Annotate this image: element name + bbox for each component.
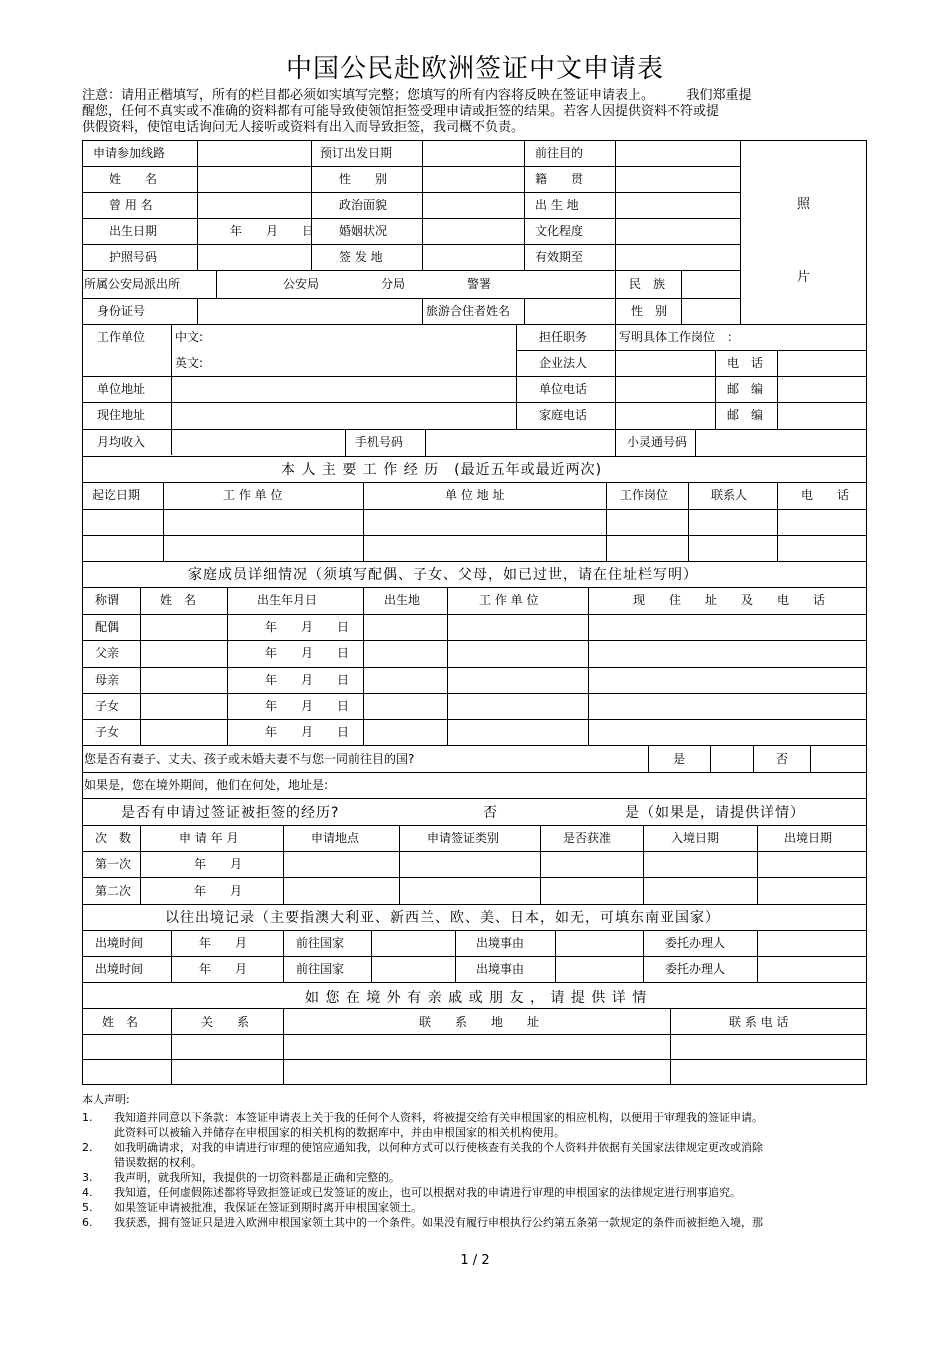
label-ethnicity: 民 族 [629, 277, 666, 291]
section-family: 家庭成员详细情况（须填写配偶、子女、父母，如已过世，请在住址栏写明） [188, 567, 698, 583]
family-birth-format: 年 月 日 [265, 699, 350, 713]
declaration-item [82, 1185, 872, 1200]
label-public-security: 公安局 [283, 277, 320, 291]
section-work-history: 本 人 主 要 工 作 经 历 (最近五年或最近两次) [281, 462, 603, 478]
family-relation: 父亲 [95, 646, 120, 660]
label-former-name: 曾 用 名 [109, 198, 153, 212]
declaration-line: 此资料可以被输入并储存在申根国家的相关机构的数据库中，并由申根国家的相关机构使用。 [114, 1126, 565, 1139]
history-header: 工 作 单 位 [223, 488, 283, 502]
declaration-line: 如我明确请求，对我的申请进行审理的使馆应通知我，以何种方式可以行使核查有关我的个人资料并依据有关国家法律规定更改或消除 [114, 1141, 763, 1154]
application-form [82, 140, 867, 1085]
refusal-ym-format: 年 月 [194, 857, 243, 871]
relatives-header: 关 系 [201, 1015, 250, 1029]
relatives-header: 联 系 地 址 [419, 1015, 540, 1029]
label-education: 文化程度 [535, 224, 584, 238]
declaration-number: 4. [82, 1186, 93, 1199]
label-passport: 护照号码 [109, 250, 158, 264]
declaration-line: 我知道，任何虚假陈述都将导致拒签证或已发签证的废止，也可以根据对我的申请进行审理的申根国家的法律规定进行刑事追究。 [114, 1186, 741, 1199]
declaration-line: 我知道并同意以下条款：本签证申请表上关于我的任何个人资料，将被提交给有关申根国家的相应机构，以便用于审理我的签证申请。 [114, 1111, 763, 1124]
label-employer: 工作单位 [97, 330, 146, 344]
label-work-phone: 单位电话 [539, 382, 588, 396]
exit-agent-label: 委托办理人 [665, 936, 726, 950]
label-roommate: 旅游合住者姓名 [426, 304, 511, 318]
section-relatives: 如 您 在 境 外 有 亲 戚 或 朋 友 ， 请 提 供 详 情 [305, 990, 648, 1006]
notice-line: 供假资料，使馆电话询问无人接听或资料有出入而导致拒签，我司概不负责。 [82, 120, 525, 135]
page-title: 中国公民赴欧洲签证中文申请表 [285, 54, 664, 84]
label-position: 担任职务 [539, 330, 588, 344]
label-income: 月均收入 [97, 435, 146, 449]
family-birth-format: 年 月 日 [265, 620, 350, 634]
label-work-address: 单位地址 [97, 382, 146, 396]
declaration-line: 如果签证申请被批准，我保证在签证到期时离开申根国家领土。 [114, 1201, 422, 1214]
label-native-place: 籍 贯 [535, 172, 584, 186]
label-political: 政治面貌 [339, 198, 388, 212]
label-postcode: 邮 编 [727, 382, 764, 396]
label-gender: 性 别 [339, 172, 388, 186]
declaration-line: 我声明，就我所知，我提供的一切资料都是正确和完整的。 [114, 1171, 400, 1184]
history-header: 单 位 地 址 [445, 488, 505, 502]
family-birth-format: 年 月 日 [265, 673, 350, 687]
family-header: 称谓 [95, 593, 120, 607]
birth-date-format: 年 月 日 [230, 224, 315, 238]
family-relation: 母亲 [95, 673, 120, 687]
exit-ym-format: 年 月 [199, 962, 248, 976]
label-valid-until: 有效期至 [535, 250, 584, 264]
declaration-number: 3. [82, 1171, 93, 1184]
family-relation: 子女 [95, 699, 120, 713]
label-phs: 小灵通号码 [627, 435, 688, 449]
refusal-header: 次 数 [95, 831, 132, 845]
notice [82, 88, 867, 136]
refusal-row: 第一次 [95, 857, 132, 871]
photo-label: 照 [797, 197, 811, 212]
label-police-station: 所属公安局派出所 [84, 277, 181, 291]
refusal-header: 是否获准 [563, 831, 612, 845]
together-yes: 是 [673, 752, 686, 766]
history-header: 联系人 [711, 488, 748, 502]
declaration-item [82, 1170, 872, 1185]
refusal-ym-format: 年 月 [194, 884, 243, 898]
label-postcode-2: 邮 编 [727, 408, 764, 422]
exit-reason-label: 出境事由 [476, 962, 525, 976]
refusal-question: 是否有申请过签证被拒签的经历? [121, 805, 340, 821]
label-english: 英文: [175, 356, 204, 370]
label-issue-place: 签 发 地 [339, 250, 383, 264]
declaration-heading: 本人声明: [82, 1093, 130, 1106]
position-hint: 写明具体工作岗位 ： [619, 330, 740, 344]
exit-agent-label: 委托办理人 [665, 962, 726, 976]
label-home-address: 现住地址 [97, 408, 146, 422]
history-header: 电 话 [801, 488, 850, 502]
label-id-number: 身份证号 [97, 304, 146, 318]
declaration-line: 错误数据的权利。 [114, 1156, 202, 1169]
together-no: 否 [776, 752, 789, 766]
label-route: 申请参加线路 [93, 146, 166, 160]
refusal-no: 否 [483, 805, 498, 821]
notice-line: 注意：请用正楷填写，所有的栏目都必须如实填写完整；您填写的所有内容将反映在签证申请表上。 我们郑重提 [82, 88, 752, 103]
declaration-item [82, 1215, 872, 1230]
exit-reason-label: 出境事由 [476, 936, 525, 950]
family-birth-format: 年 月 日 [265, 725, 350, 739]
declaration-number: 2. [82, 1141, 93, 1154]
relatives-header: 联 系 电 话 [729, 1015, 789, 1029]
family-birth-format: 年 月 日 [265, 646, 350, 660]
abroad-question: 如果是，您在境外期间，他们在何处，地址是: [84, 778, 329, 792]
declaration-number: 6. [82, 1216, 93, 1229]
family-header: 出生地 [384, 593, 421, 607]
label-legal-person: 企业法人 [539, 356, 588, 370]
refusal-header: 申请签证类别 [427, 831, 500, 845]
exit-ym-format: 年 月 [199, 936, 248, 950]
page-number: 1 / 2 [460, 1253, 490, 1268]
label-branch: 分局 [381, 277, 406, 291]
exit-time-label: 出境时间 [95, 936, 144, 950]
exit-time-label: 出境时间 [95, 962, 144, 976]
declaration-line: 我获悉，拥有签证只是进入欧洲申根国家领土其中的一个条件。如果没有履行申根执行公约第五条第一款规定的条件而被拒绝入境，那 [114, 1216, 763, 1229]
exit-country-label: 前往国家 [296, 936, 345, 950]
notice-line: 醒您，任何不真实或不准确的资料都有可能导致使领馆拒签受理申请或拒签的结果。若客人因提供资料不符或提 [82, 104, 720, 119]
refusal-header: 入境日期 [671, 831, 720, 845]
refusal-header: 出境日期 [784, 831, 833, 845]
label-home-phone: 家庭电话 [539, 408, 588, 422]
label-phone: 电 话 [727, 356, 764, 370]
exit-country-label: 前往国家 [296, 962, 345, 976]
label-gender-2: 性 别 [631, 304, 668, 318]
section-exits: 以往出境记录（主要指澳大利亚、新西兰、欧、美、日本，如无，可填东南亚国家） [165, 910, 720, 926]
label-chinese: 中文: [175, 330, 204, 344]
label-birth-date: 出生日期 [109, 224, 158, 238]
family-header: 姓 名 [160, 593, 197, 607]
label-birthplace: 出 生 地 [535, 198, 579, 212]
declaration [82, 1092, 872, 1230]
declaration-item [82, 1110, 872, 1140]
refusal-header: 申请地点 [311, 831, 360, 845]
label-mobile: 手机号码 [355, 435, 404, 449]
history-header: 工作岗位 [620, 488, 669, 502]
declaration-number: 5. [82, 1201, 93, 1214]
label-police: 警署 [467, 277, 492, 291]
declaration-item [82, 1200, 872, 1215]
photo-label: 片 [797, 270, 811, 285]
label-name: 姓 名 [109, 172, 158, 186]
label-departure-date: 预订出发日期 [320, 146, 393, 160]
family-relation: 子女 [95, 725, 120, 739]
label-marital: 婚姻状况 [339, 224, 388, 238]
declaration-item [82, 1140, 872, 1170]
refusal-yes: 是（如果是，请提供详情） [625, 805, 805, 821]
family-header: 出生年月日 [257, 593, 318, 607]
declaration-number: 1. [82, 1111, 93, 1124]
family-header: 现 住 址 及 电 话 [633, 593, 826, 607]
family-relation: 配偶 [95, 620, 120, 634]
history-header: 起讫日期 [92, 488, 141, 502]
family-header: 工 作 单 位 [479, 593, 539, 607]
refusal-row: 第二次 [95, 884, 132, 898]
refusal-header: 申 请 年 月 [179, 831, 239, 845]
label-destination: 前往目的 [535, 146, 584, 160]
relatives-header: 姓 名 [102, 1015, 139, 1029]
together-question: 您是否有妻子、丈夫、孩子或未婚夫妻不与您一同前往目的国? [84, 752, 415, 766]
